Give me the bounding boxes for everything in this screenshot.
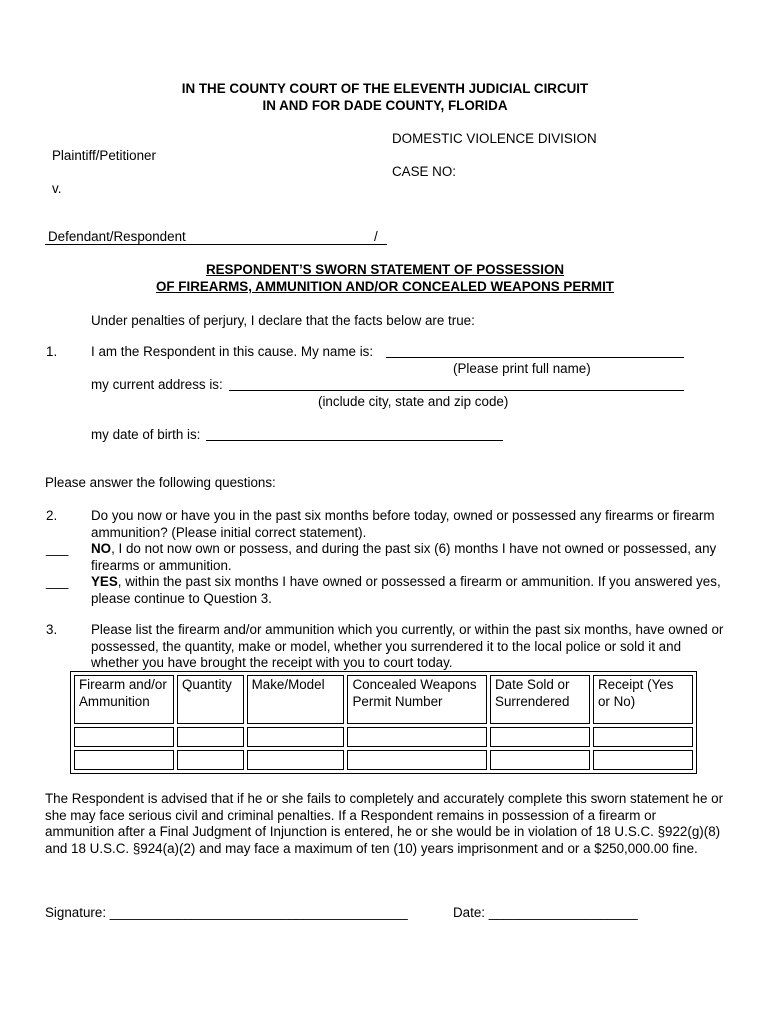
address-hint: (include city, state and zip code) — [318, 394, 509, 409]
signature-line[interactable]: Signature: ________________________________________ — [45, 905, 408, 920]
case-no-label: CASE NO: — [392, 164, 456, 179]
firearms-table — [70, 671, 697, 774]
column-header: Date Sold or Surrendered — [490, 675, 590, 724]
table-cell[interactable] — [247, 750, 345, 770]
no-option-text: , I do not now own or possess, and during the past six (6) months I have not owned or possessed, any firearms or ammunition. — [91, 541, 717, 573]
defendant-slash: / — [374, 229, 378, 244]
address-field[interactable] — [229, 390, 684, 391]
defendant-label: Defendant/Respondent — [48, 229, 186, 244]
column-header: Quantity — [177, 675, 244, 724]
table-cell[interactable] — [74, 750, 174, 770]
court-name-line-1: IN THE COUNTY COURT OF THE ELEVENTH JUDICIAL CIRCUIT — [181, 81, 589, 96]
address-label: my current address is: — [91, 377, 223, 392]
yes-option-text: , within the past six months I have owned or possessed a firearm or ammunition. If you answered yes, please continue to Question 3. — [91, 574, 721, 606]
table-cell[interactable] — [490, 750, 590, 770]
item-3-number: 3. — [46, 622, 58, 637]
yes-initial-blank[interactable]: ___ — [46, 574, 69, 589]
table-cell[interactable] — [593, 750, 693, 770]
dob-label: my date of birth is: — [91, 427, 201, 442]
form-title-line-1: RESPONDENT’S SWORN STATEMENT OF POSSESSION — [205, 262, 565, 277]
yes-option-label: YES — [91, 574, 118, 589]
no-option-label: NO — [91, 541, 112, 556]
form-title-line-2: OF FIREARMS, AMMUNITION AND/OR CONCEALED WEAPONS PERMIT — [155, 279, 614, 294]
column-header: Make/Model — [247, 675, 345, 724]
plaintiff-label: Plaintiff/Petitioner — [52, 148, 156, 163]
item-1-number: 1. — [46, 344, 58, 359]
table-cell[interactable] — [490, 727, 590, 747]
name-label: I am the Respondent in this cause. My name is: — [91, 344, 374, 359]
no-statement — [91, 541, 721, 574]
date-line[interactable]: Date: ____________________ — [453, 905, 638, 920]
no-initial-blank[interactable]: ___ — [46, 541, 69, 556]
table-cell[interactable] — [74, 727, 174, 747]
column-header: Receipt (Yes or No) — [593, 675, 693, 724]
name-field[interactable] — [386, 357, 684, 358]
table-cell[interactable] — [593, 727, 693, 747]
advisory-paragraph: The Respondent is advised that if he or she fails to completely and accurately complete this sworn statement he or she may face serious civil and criminal penalties. If a Respondent remains in possession of a firearm or ammunition after a Final Judgment of Injunction is entered, he or she would be in violation of 18 U.S.C. §922(g)(8) and 18 U.S.C. §924(a)(2) and may face a maximum of ten (10) years imprisonment and or a $250,000.00 fine. — [45, 791, 724, 856]
yes-statement — [91, 574, 721, 607]
division-label: DOMESTIC VIOLENCE DIVISION — [392, 131, 597, 146]
dob-field[interactable] — [206, 440, 503, 441]
table-cell[interactable] — [347, 727, 487, 747]
column-header: Firearm and/or Ammunition — [74, 675, 174, 724]
table-cell[interactable] — [347, 750, 487, 770]
table-cell[interactable] — [247, 727, 345, 747]
table-header-row — [74, 675, 693, 724]
column-header: Concealed Weapons Permit Number — [347, 675, 487, 724]
questions-intro: Please answer the following questions: — [45, 475, 276, 490]
table-cell[interactable] — [177, 727, 244, 747]
court-name-line-2: IN AND FOR DADE COUNTY, FLORIDA — [262, 98, 508, 113]
versus-label: v. — [52, 181, 62, 196]
item-3-instructions: Please list the firearm and/or ammunition which you currently, or within the past six months, have owned or possessed, the quantity, make or model, whether you surrendered it to the local police or sold it and whether you have brought the receipt with you to court today. — [91, 622, 724, 670]
item-2-number: 2. — [46, 508, 58, 523]
perjury-declaration: Under penalties of perjury, I declare that the facts below are true: — [91, 313, 475, 328]
table-cell[interactable] — [177, 750, 244, 770]
table-row — [74, 750, 693, 770]
name-hint: (Please print full name) — [453, 361, 591, 376]
table-row — [74, 727, 693, 747]
item-2-question: Do you now or have you in the past six months before today, owned or possessed any firearms or firearm ammunition? (Please initial correct statement). — [91, 508, 715, 540]
